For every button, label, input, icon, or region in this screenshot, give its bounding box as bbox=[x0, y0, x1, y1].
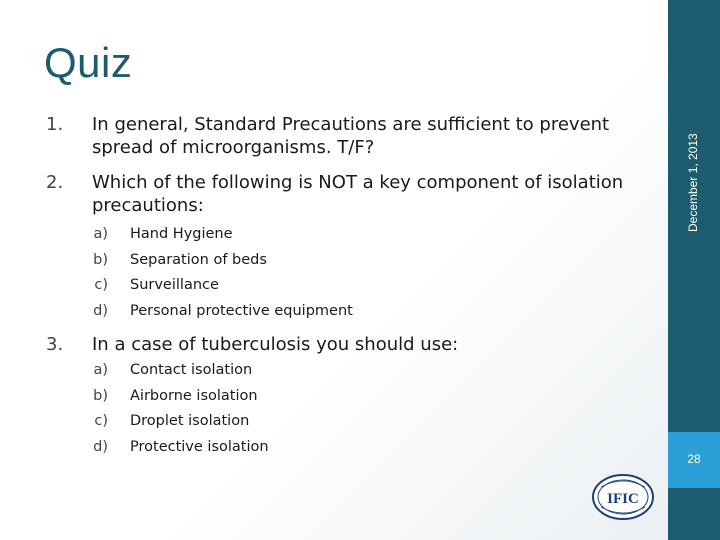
option-item bbox=[88, 273, 488, 299]
question-2 bbox=[46, 171, 646, 217]
option-item bbox=[88, 222, 488, 248]
option-letter: d) bbox=[93, 438, 108, 455]
logo-text: IFIC bbox=[607, 491, 639, 507]
option-text: Personal protective equipment bbox=[130, 302, 353, 319]
question-number: 3. bbox=[46, 334, 64, 355]
option-text: Droplet isolation bbox=[130, 413, 250, 430]
question-2-options bbox=[88, 222, 488, 324]
option-text: Surveillance bbox=[130, 277, 219, 294]
question-number: 2. bbox=[46, 172, 64, 193]
option-text: Airborne isolation bbox=[130, 387, 258, 404]
option-item bbox=[88, 358, 488, 384]
ific-logo bbox=[591, 473, 655, 521]
question-1 bbox=[46, 113, 646, 159]
option-text: Contact isolation bbox=[130, 362, 253, 378]
question-text-line: In a case of tuberculosis you should use: bbox=[92, 334, 459, 355]
question-text-line: Which of the following is NOT a key component of isolation bbox=[92, 172, 624, 193]
option-text: Separation of beds bbox=[130, 251, 267, 268]
question-text bbox=[92, 333, 458, 356]
question-3 bbox=[46, 333, 646, 357]
option-letter: b) bbox=[93, 251, 108, 268]
page-number: 28 bbox=[687, 452, 701, 466]
date-text: December 1, 2013 bbox=[686, 133, 700, 232]
question-3-options bbox=[88, 358, 488, 460]
question-text bbox=[92, 113, 609, 159]
question-text-line: In general, Standard Precautions are sufficient to prevent bbox=[92, 114, 610, 135]
option-item bbox=[88, 248, 488, 274]
option-letter: d) bbox=[93, 302, 108, 319]
option-item bbox=[88, 435, 488, 461]
option-item bbox=[88, 299, 488, 325]
option-item bbox=[88, 384, 488, 410]
date-label bbox=[686, 120, 704, 232]
option-letter: a) bbox=[93, 226, 108, 242]
question-text-line: spread of microorganisms. T/F? bbox=[92, 137, 375, 158]
option-letter: b) bbox=[93, 387, 108, 404]
option-letter: c) bbox=[94, 413, 108, 430]
option-letter: c) bbox=[94, 277, 108, 294]
question-text-line: precautions: bbox=[92, 195, 204, 216]
question-text bbox=[92, 171, 623, 217]
slide-title: Quiz bbox=[44, 39, 133, 86]
option-letter: a) bbox=[93, 362, 108, 378]
page-number-box bbox=[668, 432, 720, 488]
option-text: Hand Hygiene bbox=[130, 226, 233, 242]
question-number: 1. bbox=[46, 114, 64, 135]
option-item bbox=[88, 409, 488, 435]
option-text: Protective isolation bbox=[130, 438, 269, 455]
